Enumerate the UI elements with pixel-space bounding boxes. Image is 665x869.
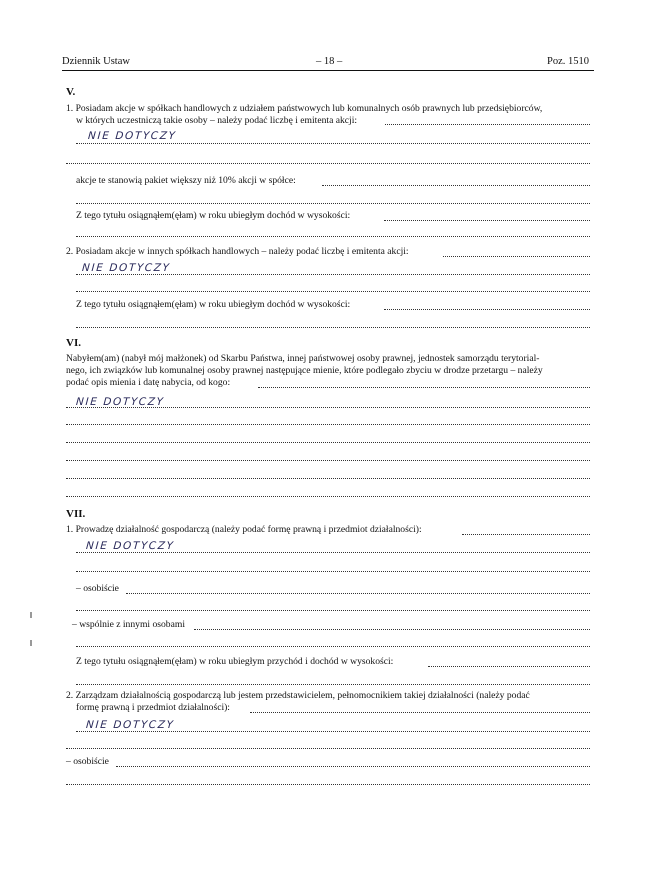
dotted-line — [384, 309, 590, 310]
header-rule — [62, 70, 594, 71]
section-v-item1-packet: akcje te stanowią pakiet większy niż 10% akcji w spółce: — [76, 175, 296, 186]
dotted-line — [76, 646, 590, 647]
section-vii-item1-income: Z tego tytułu osiągnąłem(ęłam) w roku ubiegłym przychód i dochód w wysokości: — [76, 656, 394, 667]
dotted-line — [66, 460, 590, 461]
dotted-line — [76, 552, 590, 553]
section-vii-item1-personal: – osobiście — [76, 583, 119, 594]
section-v-item2-line1: 2. Posiadam akcje w innych spółkach handlowych – należy podać liczbę i emitenta akcji: — [66, 246, 409, 257]
dotted-line — [66, 784, 590, 785]
section-v-item2-income: Z tego tytułu osiągnąłem(ęłam) w roku ubiegłym dochód w wysokości: — [76, 299, 351, 310]
section-vii-item1-answer[interactable]: NIE DOTYCZY — [85, 540, 175, 552]
dotted-line — [76, 684, 590, 685]
dotted-line — [66, 442, 590, 443]
dotted-line — [66, 496, 590, 497]
section-vii-item1-line1: 1. Prowadzę działalność gospodarczą (należy podać formę prawną i przedmiot działalności): — [66, 524, 422, 535]
dotted-line — [116, 766, 590, 767]
dotted-line — [66, 163, 590, 164]
section-vi-title: VI. — [66, 337, 81, 349]
dotted-line — [250, 712, 590, 713]
section-v-item1-income: Z tego tytułu osiągnąłem(ęłam) w roku ubiegłym dochód w wysokości: — [76, 210, 351, 221]
dotted-line — [66, 407, 590, 408]
section-vii-item1-joint: – wspólnie z innymi osobami — [72, 619, 185, 630]
dotted-line — [76, 327, 590, 328]
dotted-line — [76, 236, 590, 237]
section-vii-item2-line1: 2. Zarządzam działalnością gospodarczą lub jestem przedstawicielem, pełnomocnikiem takiej działalności (należy podać — [66, 690, 530, 701]
section-vii-title: VII. — [66, 508, 86, 520]
dotted-line — [76, 610, 590, 611]
section-vi-line3: podać opis mienia i datę nabycia, od kogo: — [66, 377, 231, 388]
dotted-line — [66, 424, 590, 425]
dotted-line — [76, 274, 590, 275]
dotted-line — [322, 185, 590, 186]
dotted-line — [443, 256, 590, 257]
scan-speck — [30, 640, 32, 646]
section-v-item2-answer[interactable]: NIE DOTYCZY — [81, 262, 171, 274]
position-number: Poz. 1510 — [547, 56, 589, 67]
dotted-line — [76, 571, 590, 572]
scan-speck — [30, 612, 32, 618]
dotted-line — [76, 291, 590, 292]
dotted-line — [462, 534, 590, 535]
dotted-line — [385, 124, 590, 125]
section-vi-line1: Nabyłem(am) (nabył mój małżonek) od Skarbu Państwa, innej państwowej osoby prawnej, jednostek samorządu terytorial- — [66, 353, 540, 364]
dotted-line — [76, 731, 590, 732]
section-v-title: V. — [66, 86, 76, 98]
dotted-line — [66, 748, 590, 749]
dotted-line — [126, 593, 590, 594]
dotted-line — [66, 478, 590, 479]
section-vii-item2-answer[interactable]: NIE DOTYCZY — [85, 719, 175, 731]
dotted-line — [428, 666, 590, 667]
section-v-item1-line1: 1. Posiadam akcje w spółkach handlowych z udziałem państwowych lub komunalnych osób prawnych lub przedsiębiorców, — [66, 103, 543, 114]
dotted-line — [76, 143, 590, 144]
section-v-item1-answer[interactable]: NIE DOTYCZY — [87, 130, 177, 142]
section-v-item1-line2: w których uczestniczą takie osoby – należy podać liczbę i emitenta akcji: — [76, 115, 358, 126]
dotted-line — [76, 203, 590, 204]
journal-title: Dziennik Ustaw — [62, 56, 130, 67]
section-vii-item2-line2: formę prawną i przedmiot działalności): — [76, 702, 230, 713]
dotted-line — [384, 220, 590, 221]
dotted-line — [194, 629, 590, 630]
section-vii-item2-personal: – osobiście — [66, 756, 109, 767]
section-vi-answer[interactable]: NIE DOTYCZY — [75, 396, 165, 408]
section-vi-line2: nego, ich związków lub komunalnej osoby prawnej następujące mienie, które podlegało zbyciu w drodze przetargu – należy — [66, 365, 543, 376]
page-number: – 18 – — [316, 56, 343, 67]
dotted-line — [258, 387, 590, 388]
